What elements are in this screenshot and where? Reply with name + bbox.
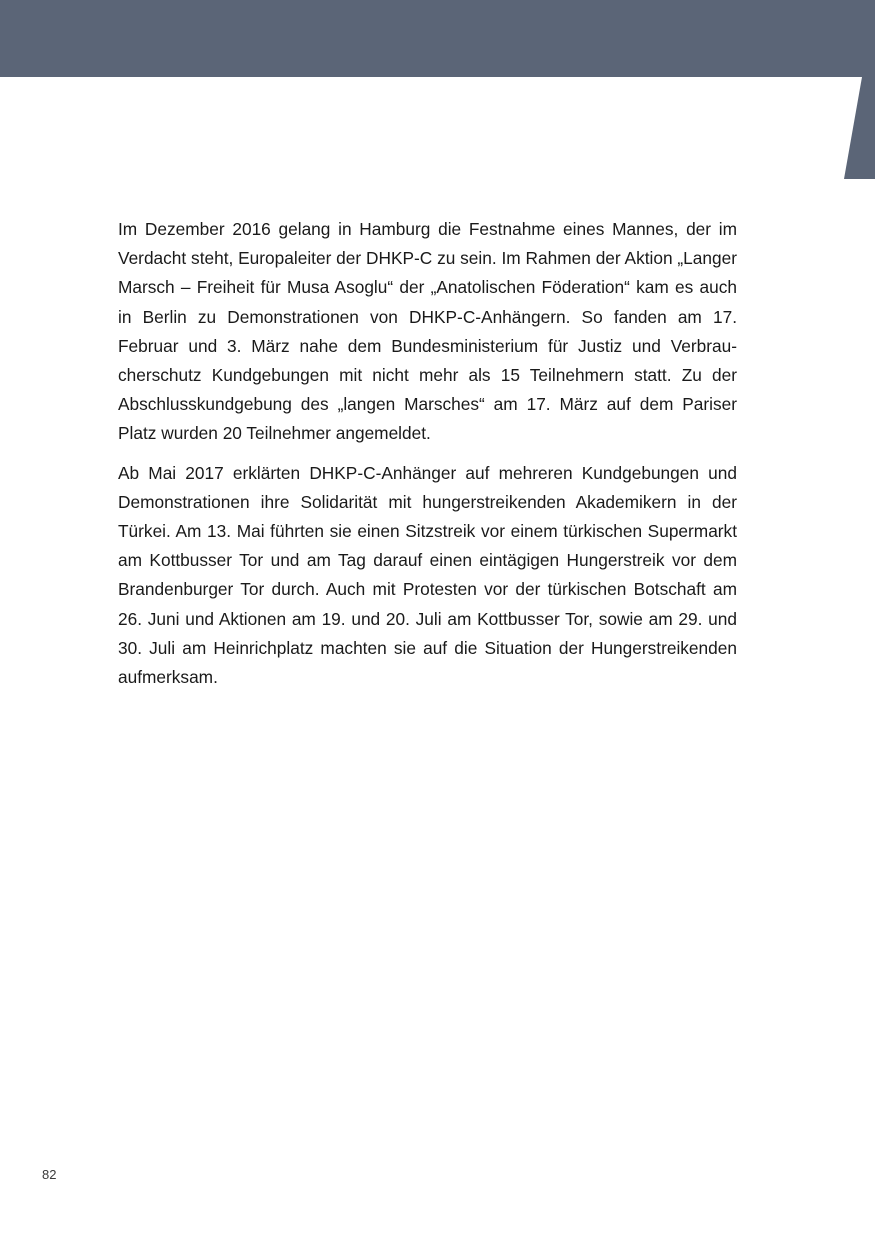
paragraph-2: Ab Mai 2017 erklärten DHKP-C-Anhänger auf mehreren Kundgebungen und Demonstrationen ihre Solidarität mit hungerstreikenden Akademikern in der Türkei. Am 13. Mai führten sie einen Sitzstreik vor einem türkischen Supermarkt am Kottbusser Tor und am Tag darauf einen eintägigen Hungerstreik vor dem Brandenburger Tor durch. Auch mit Protesten vor der türkischen Botschaft am 26. Juni und Aktionen am 19. und 20. Juli am Kottbusser Tor, sowie am 29. und 30. Juli am Heinrichplatz machten sie auf die Situation der Hungerstreikenden aufmerksam. bbox=[118, 462, 737, 688]
header-band bbox=[0, 0, 875, 77]
body-text bbox=[118, 215, 737, 702]
page-number: 82 bbox=[42, 1167, 57, 1182]
paragraph-1: Im Dezember 2016 gelang in Hamburg die Festnahme eines Mannes, der im Verdacht steht, Europaleiter der DHKP-C zu sein. Im Rahmen der Aktion „Langer Marsch – Freiheit für Musa Asoglu“ der „Anatolischen Föderation“ kam es auch in Berlin zu Demonstrationen von DHKP-C-Anhängern. So fanden am 17. Februar und 3. März nahe dem Bundesministerium für Justiz und Verbraucherschutz Kundgebungen mit nicht mehr als 15 Teilnehmern statt. Zu der Abschlusskundgebung des „langen Marsches“ am 17. März auf dem Pariser Platz wurden 20 Teilnehmer angemeldet. bbox=[118, 219, 737, 444]
